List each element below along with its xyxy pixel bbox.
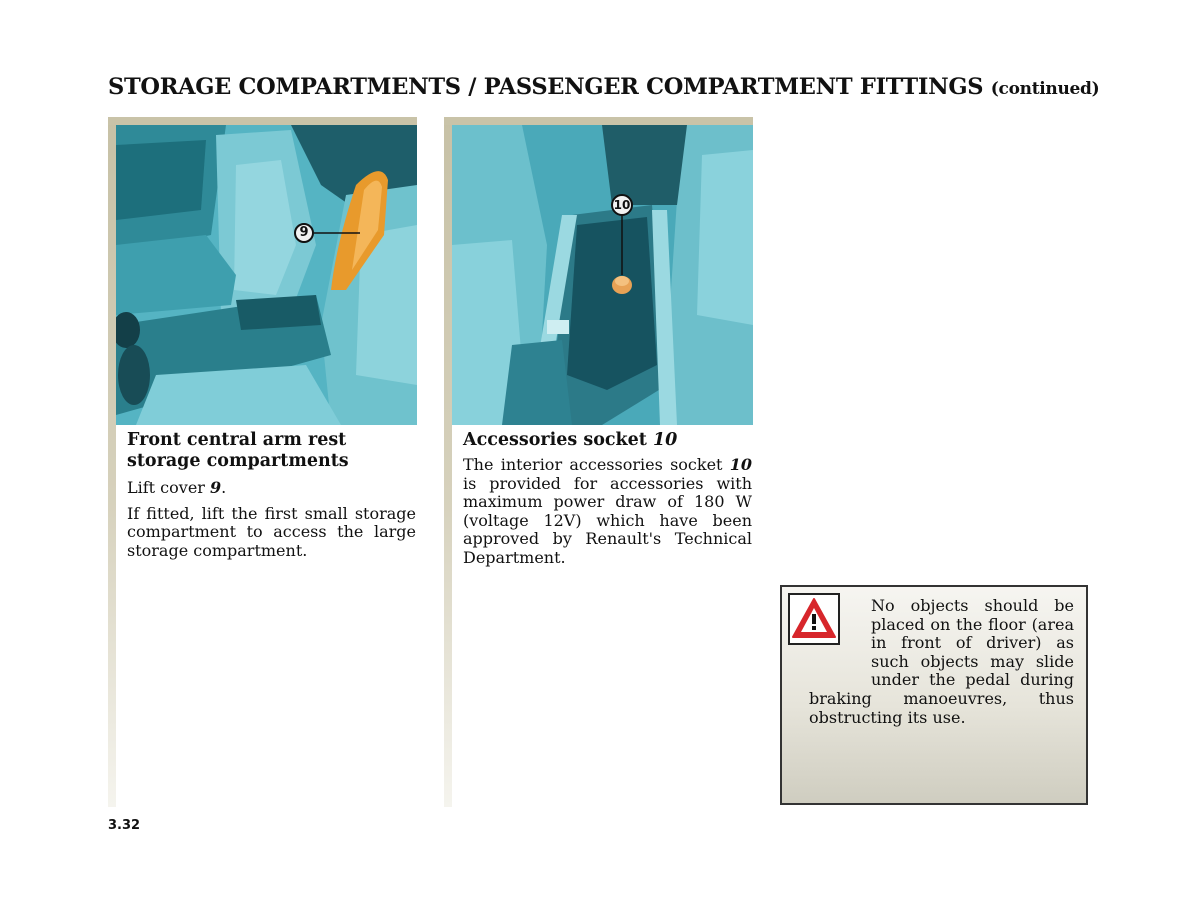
warning-text: No objects should be placed on the floor (area in front of driver) as such objects may slide under the pedal during braking manoeuvres, thus obstructing its use. (809, 596, 1074, 727)
page-number: 3.32 (108, 818, 141, 833)
column-1-side-bar (108, 117, 116, 807)
column-2-text (463, 430, 752, 568)
page-title-continued: (continued) (990, 79, 1100, 99)
column-2-side-bar (444, 117, 452, 807)
callout-9-label: 9 (299, 225, 309, 240)
column-2-top-bar (444, 117, 753, 125)
callout-9 (294, 223, 314, 243)
callout-10 (611, 194, 633, 216)
armrest-heading: Front central arm rest storage compartments (127, 430, 349, 471)
socket-heading-ref: 10 (652, 430, 678, 450)
page-title-text: STORAGE COMPARTMENTS / PASSENGER COMPARTMENT FITTINGS (108, 74, 984, 100)
warning-box (780, 585, 1088, 805)
socket-heading (463, 430, 752, 451)
instruction-ref: 9 (210, 478, 222, 497)
armrest-instruction (127, 479, 416, 498)
column-1-text (127, 430, 416, 560)
callout-10-label: 10 (613, 198, 631, 212)
warning-text-block (809, 597, 1074, 727)
socket-paragraph-suffix: is provided for accessories with maximum power draw of 180 W (voltage 12V) which have been approved by Renault's Technical Department. (463, 473, 752, 567)
socket-paragraph-ref: 10 (729, 455, 752, 474)
page-title (108, 74, 1108, 100)
column-1-top-bar (108, 117, 417, 125)
socket-paragraph (463, 456, 752, 568)
socket-photo (452, 125, 753, 425)
instruction-prefix: Lift cover (127, 478, 211, 497)
socket-heading-text: Accessories socket (463, 430, 653, 450)
armrest-paragraph: If fitted, lift the first small storage compartment to access the large storage compartment. (127, 503, 416, 560)
instruction-suffix: . (221, 478, 227, 497)
armrest-photo (116, 125, 417, 425)
socket-paragraph-prefix: The interior accessories socket (463, 455, 730, 474)
